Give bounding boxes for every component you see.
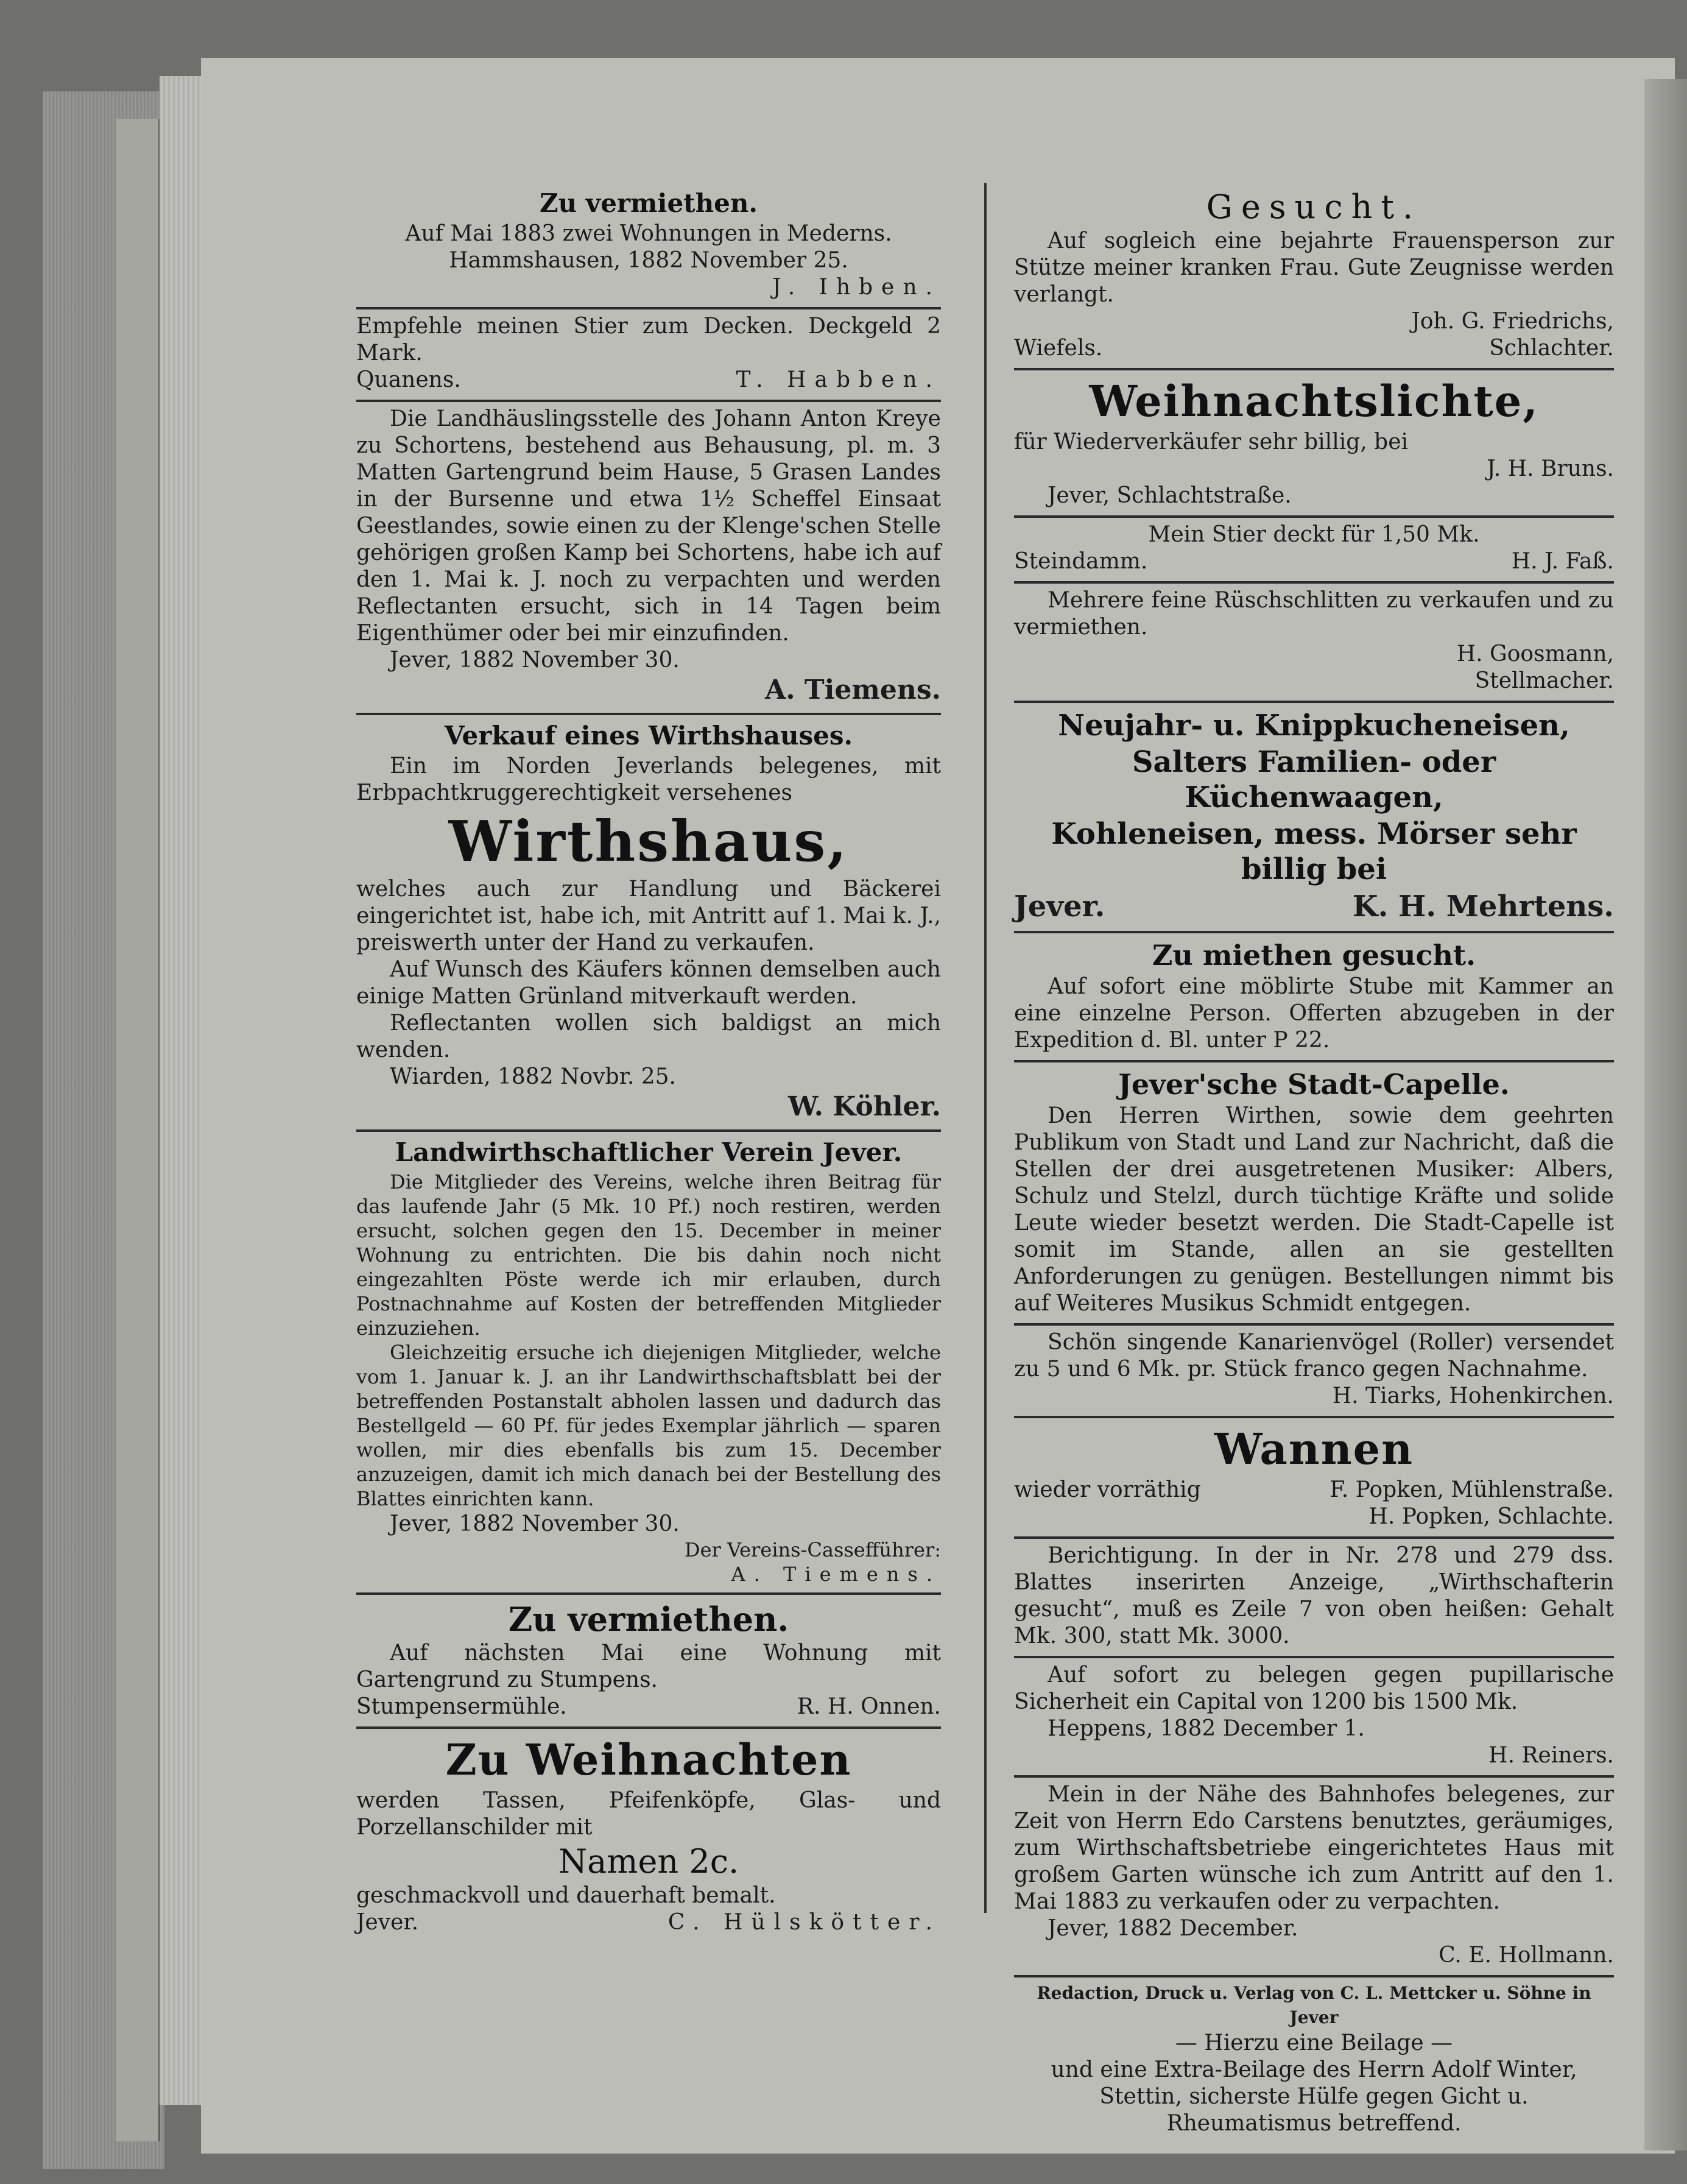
ad-date: Jever, 1882 November 30. bbox=[390, 1511, 680, 1536]
ad-line: Kohleneisen, mess. Mörser sehr billig bei bbox=[1051, 817, 1577, 886]
ad-text: geschmackvoll und dauerhaft bemalt. bbox=[356, 1883, 776, 1908]
ad-title: Jever'sche Stadt-Capelle. bbox=[1118, 1068, 1510, 1101]
ad-signature: J. Ihben. bbox=[772, 275, 941, 300]
ad-mehrtens-waren bbox=[1014, 701, 1614, 931]
ad-title: Zu vermiethen. bbox=[508, 1600, 789, 1639]
right-column bbox=[1014, 183, 1614, 2143]
ad-title: Verkauf eines Wirthshauses. bbox=[444, 721, 853, 751]
ad-signature: R. H. Onnen. bbox=[797, 1694, 941, 1719]
ad-zu-vermiethen-stumpens bbox=[356, 1592, 941, 1726]
ad-text: Die Mitglieder des Vereins, welche ihren Beitrag für das laufende Jahr (5 Mk. 10 Pf.) noch restiren, werden ersucht, solchen gegen den 15. December in meiner Wohnung zu entrichten. Die bis dahin noch nicht eingezahlten Pöste werde ich mir erlauben, durch Postnachnahme auf Kosten der betreffenden Mitglieder einzuziehen. bbox=[356, 1170, 941, 1340]
left-column bbox=[356, 183, 941, 1942]
ad-signature: C. Hülskötter. bbox=[667, 1910, 941, 1935]
ad-signature: Joh. G. Friedrichs, bbox=[1411, 309, 1614, 334]
ad-landwirthschaftlicher-verein bbox=[356, 1129, 941, 1592]
ad-wannen bbox=[1014, 1416, 1614, 1536]
ad-text: Auf sogleich eine bejahrte Frauensperson zur Stütze meiner kranken Frau. Gute Zeugnisse werden verlangt. bbox=[1014, 228, 1614, 307]
ad-stier-habben bbox=[356, 307, 941, 400]
ad-date: Hammshausen, 1882 November 25. bbox=[449, 248, 848, 273]
ad-signature: H. Popken, Schlachte. bbox=[1368, 1504, 1614, 1529]
ad-text: Auf sofort eine möblirte Stube mit Kammer an eine einzelne Person. Offerten abzugeben in der Expedition d. Bl. unter P 22. bbox=[1014, 974, 1614, 1053]
ad-text: Mehrere feine Rüschschlitten zu verkaufen und zu vermiethen. bbox=[1014, 588, 1614, 640]
ad-kanarienvoegel bbox=[1014, 1323, 1614, 1416]
ad-hollmann-haus bbox=[1014, 1775, 1614, 1975]
ad-rueschschlitten bbox=[1014, 581, 1614, 701]
ad-berichtigung bbox=[1014, 1536, 1614, 1656]
ad-role: Der Vereins-Cassefführer: bbox=[684, 1538, 941, 1561]
ad-date: Jever, 1882 November 30. bbox=[390, 648, 680, 673]
ad-zu-weihnachten bbox=[356, 1726, 941, 1942]
ad-zu-vermiethen-mederns bbox=[356, 183, 941, 307]
ad-place: Stumpensermühle. bbox=[356, 1694, 567, 1719]
ad-signature: F. Popken, Mühlenstraße. bbox=[1330, 1477, 1614, 1502]
ad-line: Salters Familien- oder Küchenwaagen, bbox=[1132, 745, 1496, 815]
ad-text: Berichtigung. In der in Nr. 278 und 279 dss. Blattes inserirten Anzeige, „Wirthschafterin gesucht“, muß es Zeile 7 von oben heißen: Gehalt Mk. 300, statt Mk. 3000. bbox=[1014, 1543, 1614, 1649]
ad-text: Auf Mai 1883 zwei Wohnungen in Mederns. bbox=[405, 221, 892, 246]
ad-signature: W. Köhler. bbox=[788, 1091, 941, 1122]
ad-line: Neujahr- u. Knippkucheneisen, bbox=[1058, 709, 1570, 743]
ad-signature: C. E. Hollmann. bbox=[1439, 1943, 1614, 1968]
ad-signature: H. J. Faß. bbox=[1511, 549, 1614, 574]
ad-headline: Namen 2c. bbox=[558, 1842, 739, 1881]
ad-text: Reflectanten wollen sich baldigst an mich wenden. bbox=[356, 1011, 941, 1062]
ad-weihnachtslichte bbox=[1014, 368, 1614, 515]
ad-signature: H. Tiarks, Hohenkirchen. bbox=[1332, 1384, 1614, 1408]
ad-text: Die Landhäuslingsstelle des Johann Anton Kreye zu Schortens, bestehend aus Behausung, pl. m. 3 Matten Gartengrund beim Hause, 5 Grasen Landes in der Bursenne und etwa 1½ Scheffel Einsaat Geestlandes, sowie einen zu der Klenge'schen Stelle gehörigen großen Kamp bei Schortens, habe ich auf den 1. Mai k. J. noch zu verpachten und werden Reflectanten ersucht, sich in 14 Tagen beim Eigenthümer oder bei mir einzufinden. bbox=[356, 406, 941, 646]
ad-stier-fass bbox=[1014, 515, 1614, 581]
ad-place: Jever. bbox=[356, 1910, 419, 1935]
ad-signature: K. H. Mehrtens. bbox=[1352, 889, 1614, 924]
ad-signature: J. H. Bruns. bbox=[1487, 456, 1614, 481]
ad-text: Mein in der Nähe des Bahnhofes belegenes, zur Zeit von Herrn Edo Carstens benutztes, geräumiges, zum Wirthschaftsbetriebe eingerichtetes Haus mit großem Garten wünsche ich zum Antritt auf den 1. Mai 1883 zu verkaufen oder zu verpachten. bbox=[1014, 1782, 1614, 1914]
ad-title: Landwirthschaftlicher Verein Jever. bbox=[395, 1137, 903, 1167]
ad-text: Auf nächsten Mai eine Wohnung mit Gartengrund zu Stumpens. bbox=[356, 1641, 941, 1692]
imprint-footer bbox=[1014, 1975, 1614, 2143]
page-gutter-shadow bbox=[1644, 79, 1687, 2150]
ad-date: Jever, 1882 December. bbox=[1048, 1916, 1298, 1941]
ad-text: Den Herren Wirthen, sowie dem geehrten Publikum von Stadt und Land zur Nachricht, daß die Stellen der drei ausgetretenen Musiker: Albers, Schulz und Stelzl, durch tüchtige Kräfte und solide Leute wieder besetzt werden. Die Stadt-Capelle ist somit im Stande, allen an sie gestellten Anforderungen zu genügen. Bestellungen nimmt bis auf Weiteres Musikus Schmidt entgegen. bbox=[1014, 1103, 1614, 1316]
ad-title: Gesucht. bbox=[1206, 188, 1422, 226]
footer-line: — Hierzu eine Beilage — bbox=[1175, 2030, 1453, 2055]
ad-text: welches auch zur Handlung und Bäckerei eingerichtet ist, habe ich, mit Antritt auf 1. Mai k. J., preiswerth unter der Hand zu verkaufen. bbox=[356, 877, 941, 955]
ad-role: Stellmacher. bbox=[1474, 668, 1614, 693]
ad-signature: A. Tiemens. bbox=[731, 1563, 941, 1586]
ad-gesucht bbox=[1014, 183, 1614, 368]
ad-zu-miethen-gesucht bbox=[1014, 931, 1614, 1060]
imprint-line: Redaction, Druck u. Verlag von C. L. Mettcker u. Söhne in Jever bbox=[1037, 1983, 1591, 2027]
ad-text: Mein Stier deckt für 1,50 Mk. bbox=[1148, 522, 1480, 547]
ad-signature: A. Tiemens. bbox=[765, 674, 941, 705]
ad-text: für Wiederverkäufer sehr billig, bei bbox=[1014, 429, 1409, 454]
ad-intro: Ein im Norden Jeverlands belegenes, mit Erbpachtkruggerechtigkeit versehenes bbox=[356, 754, 941, 805]
book-spine-edge bbox=[116, 119, 160, 2141]
ad-text: Empfehle meinen Stier zum Decken. Deckgeld 2 Mark. bbox=[356, 314, 941, 366]
ad-date: Heppens, 1882 December 1. bbox=[1048, 1716, 1365, 1741]
ad-signature: H. Goosmann, bbox=[1456, 641, 1614, 666]
ad-place: Jever. bbox=[1014, 889, 1105, 924]
ad-text: Auf Wunsch des Käufers können demselben auch einige Matten Grünland mitverkauft werden. bbox=[356, 957, 941, 1009]
ad-landhaeuslingsstelle bbox=[356, 400, 941, 713]
column-divider bbox=[984, 183, 987, 1913]
ad-verkauf-wirthshaus bbox=[356, 713, 941, 1129]
ad-title: Weihnachtslichte, bbox=[1089, 376, 1539, 426]
ad-text: Gleichzeitig ersuche ich diejenigen Mitglieder, welche vom 1. Januar k. J. an ihr Landwirthschaftsblatt bei der betreffenden Postanstalt abholen lassen und dadurch das Bestellgeld — 60 Pf. für jedes Exemplar jährlich — sparen wollen, mir dies ebenfalls bis zum 15. December anzuzeigen, damit ich mich danach bei der Bestellung des Blattes einrichten kann. bbox=[356, 1341, 941, 1510]
ad-signature: H. Reiners. bbox=[1488, 1743, 1614, 1768]
ad-place: Quanens. bbox=[356, 367, 461, 392]
ad-place: Jever, Schlachtstraße. bbox=[1048, 483, 1292, 508]
ad-date: Wiarden, 1882 Novbr. 25. bbox=[390, 1064, 676, 1089]
ad-title: Zu miethen gesucht. bbox=[1152, 939, 1476, 972]
ad-title: Zu vermiethen. bbox=[539, 188, 758, 218]
ad-place: Wiefels. bbox=[1014, 336, 1103, 361]
ad-lead: wieder vorräthig bbox=[1014, 1477, 1201, 1502]
ad-title: Zu Weihnachten bbox=[445, 1734, 852, 1785]
ad-place: Steindamm. bbox=[1014, 549, 1148, 574]
ad-signature: T. Habben. bbox=[736, 367, 941, 392]
ad-capital bbox=[1014, 1656, 1614, 1775]
footer-line: und eine Extra-Beilage des Herrn Adolf Winter, Stettin, sicherste Hülfe gegen Gicht u. Rheumatismus betreffend. bbox=[1051, 2057, 1577, 2136]
ad-title: Wannen bbox=[1214, 1424, 1414, 1474]
ad-text: Schön singende Kanarienvögel (Roller) versendet zu 5 und 6 Mk. pr. Stück franco gegen Nachnahme. bbox=[1014, 1330, 1614, 1382]
ad-stadt-capelle bbox=[1014, 1060, 1614, 1323]
ad-role: Schlachter. bbox=[1489, 336, 1614, 361]
ad-text: Auf sofort zu belegen gegen pupillarische Sicherheit ein Capital von 1200 bis 1500 Mk. bbox=[1014, 1663, 1614, 1714]
ad-headline: Wirthshaus, bbox=[448, 808, 849, 874]
ad-text: werden Tassen, Pfeifenköpfe, Glas- und Porzellanschilder mit bbox=[356, 1788, 941, 1840]
